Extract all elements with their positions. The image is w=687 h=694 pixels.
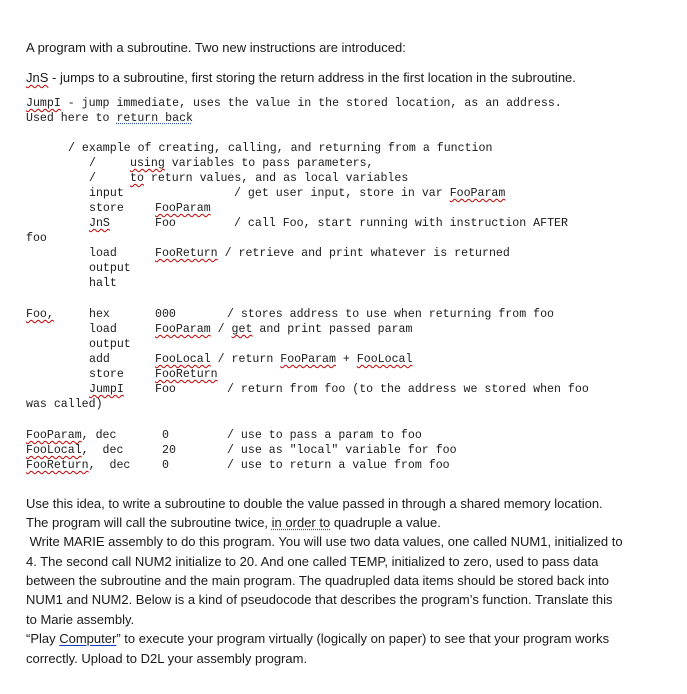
code-op-jumpi: JumpI: [89, 383, 124, 396]
code-op-store: store: [89, 202, 124, 215]
code-op-output: output: [89, 262, 131, 275]
assignment-line-1: Use this idea, to write a subroutine to double the value passed in through a shared memory location.: [26, 496, 603, 511]
code-comment-input: / get user input, store in var FooParam: [234, 187, 506, 200]
code-arg-load: FooReturn / retrieve and print whatever is returned: [155, 247, 510, 260]
used-here-line: Used here to return back: [26, 112, 193, 125]
jumpi-description: JumpI - jump immediate, uses the value in the stored location, as an address.: [26, 97, 562, 110]
code-op-halt: halt: [89, 277, 117, 290]
code-arg-load-2: FooParam / get and print passed param: [155, 323, 413, 336]
data-cmt-foolocal: / use as "local" variable for foo: [227, 444, 457, 457]
data-val-foolocal: 20: [162, 444, 176, 457]
code-arg-store-2: FooReturn: [155, 368, 218, 381]
code-op-jns: JnS: [89, 217, 110, 230]
code-op-load-2: load: [89, 323, 117, 336]
data-decl-foolocal: FooLocal, dec: [26, 444, 124, 457]
code-op-hex: hex: [89, 308, 110, 321]
code-comment-jumpi: / return from foo (to the address we stored when foo: [227, 383, 589, 396]
code-arg-store: FooParam: [155, 202, 211, 215]
code-comment-1: / example of creating, calling, and returning from a function: [68, 142, 493, 155]
assignment-line-6: NUM1 and NUM2. Below is a kind of pseudocode that describes the program’s function. Translate this: [26, 592, 613, 607]
data-val-fooparam: 0: [162, 429, 169, 442]
code-comment-2: /: [89, 157, 96, 170]
code-comment-3-text: to return values, and as local variables: [130, 172, 409, 185]
data-decl-fooreturn: FooReturn, dec: [26, 459, 131, 472]
code-comment-hex: / stores address to use when returning from foo: [227, 308, 554, 321]
data-val-fooreturn: 0: [162, 459, 169, 472]
assignment-line-2: The program will call the subroutine twice, in order to quadruple a value.: [26, 515, 441, 530]
code-comment-3: /: [89, 172, 96, 185]
code-arg-hex: 000: [155, 308, 176, 321]
intro-line: A program with a subroutine. Two new instructions are introduced:: [26, 40, 406, 55]
data-cmt-fooparam: / use to pass a param to foo: [227, 429, 422, 442]
code-arg-jumpi: Foo: [155, 383, 176, 396]
code-label-foo-def: Foo,: [26, 308, 54, 321]
code-comment-2-text: using variables to pass parameters,: [130, 157, 374, 170]
assignment-line-4: 4. The second call NUM2 initialize to 20. And one called TEMP, initialized to zero, used to pass data: [26, 554, 599, 569]
code-op-input: input: [89, 187, 124, 200]
assignment-line-5: between the subroutine and the main program. The quadrupled data items should be stored back into: [26, 573, 609, 588]
assignment-line-3: Write MARIE assembly to do this program. You will use two data values, one called NUM1, initialized to: [26, 534, 623, 549]
data-cmt-fooreturn: / use to return a value from foo: [227, 459, 450, 472]
jumpi-keyword: JumpI: [26, 97, 61, 110]
jns-description: JnS - jumps to a subroutine, first storing the return address in the first location in the subroutine.: [26, 70, 576, 85]
code-op-store-2: store: [89, 368, 124, 381]
assignment-line-7: to Marie assembly.: [26, 612, 135, 627]
code-op-load: load: [89, 247, 117, 260]
assignment-line-8: “Play Computer” to execute your program virtually (logically on paper) to see that your program works: [26, 631, 610, 646]
code-op-add: add: [89, 353, 110, 366]
code-arg-jns: Foo: [155, 217, 176, 230]
code-arg-add: FooLocal / return FooParam + FooLocal: [155, 353, 413, 366]
code-label-foo: foo: [26, 232, 47, 245]
jns-keyword: JnS: [26, 70, 49, 85]
code-op-output-2: output: [89, 338, 131, 351]
assignment-line-9: correctly. Upload to D2L your assembly program.: [26, 651, 308, 666]
data-decl-fooparam: FooParam, dec: [26, 429, 117, 442]
code-was-called: was called): [26, 398, 103, 411]
code-comment-jns: / call Foo, start running with instruction AFTER: [234, 217, 568, 230]
